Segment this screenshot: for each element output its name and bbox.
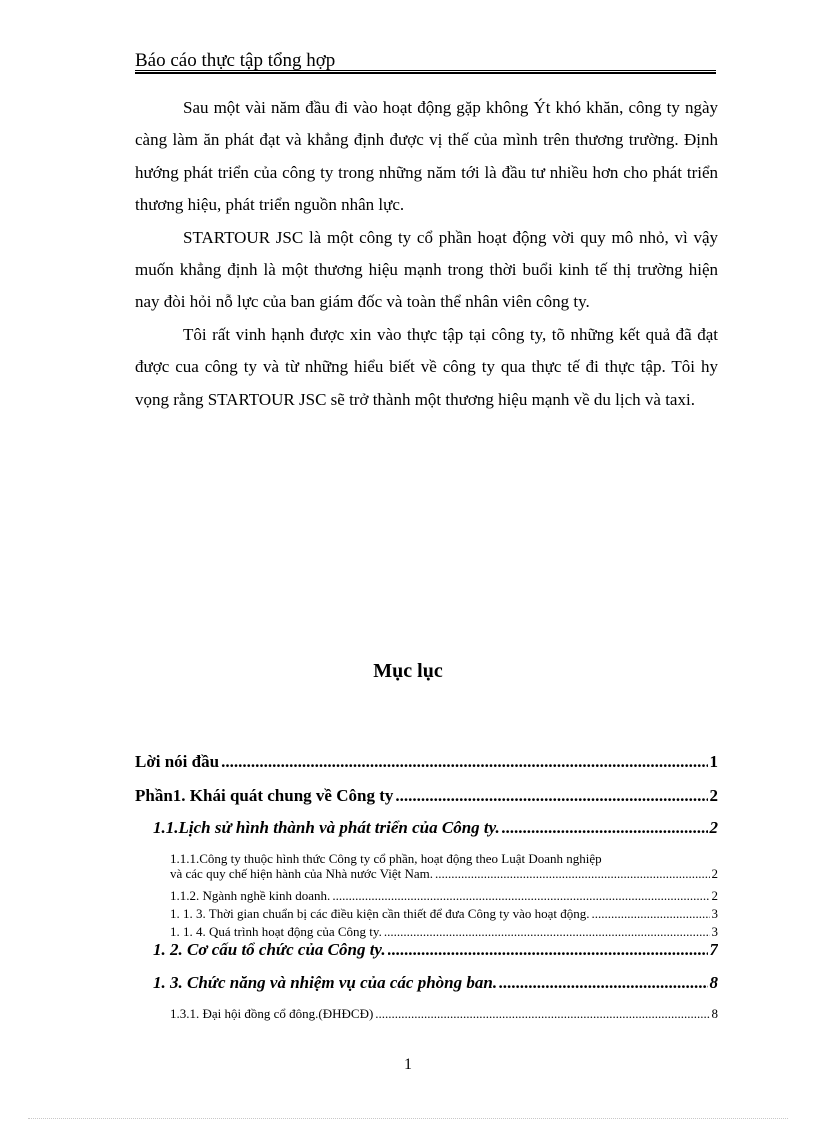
toc-entry-text: 1. 1. 3. Thời gian chuẩn bị các điều kiện cần thiết để đưa Công ty vào hoạt động. bbox=[170, 906, 590, 921]
toc-entry[interactable] bbox=[153, 940, 718, 960]
paragraph: Tôi rất vinh hạnh được xin vào thực tập tại công ty, tõ những kết quả đã đạt được cua công ty và từ những hiểu biết về công ty qua thực tế đi thực tập. Tôi hy vọng rằng STARTOUR JSC sẽ trở thành một thương hiệu mạnh về du lịch và taxi. bbox=[135, 324, 718, 409]
toc-entry-text-line2: và các quy chế hiện hành của Nhà nước Việt Nam. bbox=[170, 866, 434, 881]
toc-entry-text: 1. 3. Chức năng và nhiệm vụ của các phòng ban. bbox=[153, 973, 498, 992]
toc-entry-page: 2 bbox=[709, 786, 718, 805]
header-title: Báo cáo thực tập tổng hợp bbox=[135, 50, 336, 71]
toc-entry-page: 7 bbox=[709, 940, 718, 959]
toc-entry[interactable] bbox=[170, 851, 718, 881]
toc-entry-text-line1: 1.1.1.Công ty thuộc hình thức Công ty cổ phần, hoạt động theo Luật Doanh nghiệp bbox=[170, 851, 602, 866]
toc-leader bbox=[384, 924, 710, 940]
toc-entry[interactable] bbox=[170, 924, 718, 940]
toc-entry-text: 1.1.2. Ngành nghề kinh doanh. bbox=[170, 888, 331, 903]
toc-leader bbox=[395, 786, 707, 806]
page-header bbox=[135, 50, 716, 74]
toc-entry[interactable] bbox=[170, 1006, 718, 1022]
toc-entry-text: 1.1.Lịch sử hình thành và phát triển của Công ty. bbox=[153, 818, 500, 837]
header-rule-thin bbox=[135, 73, 716, 74]
toc-entry-text: Lời nói đầu bbox=[135, 752, 220, 771]
toc-leader bbox=[388, 940, 708, 960]
paragraph: STARTOUR JSC là một công ty cổ phần hoạt động vời quy mô nhỏ, vì vậy muốn khẳng định là một thương hiệu mạnh trong thời buổi kinh tế thị trường hiện nay đòi hỏi nỗ lực của ban giám đốc và toàn thể nhân viên công ty. bbox=[135, 227, 718, 312]
footer-rule bbox=[28, 1118, 788, 1119]
toc-entry[interactable] bbox=[135, 752, 718, 772]
toc-entry-page: 3 bbox=[711, 924, 718, 939]
toc-entry-page: 8 bbox=[711, 1006, 718, 1021]
toc-entry-page: 8 bbox=[709, 973, 718, 992]
toc-entry[interactable] bbox=[153, 973, 718, 993]
toc-entry[interactable] bbox=[153, 818, 718, 838]
toc-entry-page: 2 bbox=[709, 818, 718, 837]
toc-title: Mục lục bbox=[373, 660, 443, 682]
toc-leader bbox=[221, 752, 707, 772]
toc-entry[interactable] bbox=[135, 786, 718, 806]
toc-leader bbox=[499, 973, 707, 993]
toc-leader bbox=[502, 818, 708, 838]
body-text bbox=[135, 92, 718, 416]
toc-entry-text: 1.3.1. Đại hội đồng cổ đông.(ĐHĐCĐ) bbox=[170, 1006, 374, 1021]
toc-entry-page: 1 bbox=[709, 752, 718, 771]
paragraph: Sau một vài năm đầu đi vào hoạt động gặp không Ýt khó khăn, công ty ngày càng làm ăn phát đạt và khẳng định được vị thế của mình trên thương trường. Định hướng phát triển của công ty trong những năm tới là đầu tư nhiều hơn cho phát triển thương hiệu, phát triển nguồn nhân lực. bbox=[135, 98, 718, 215]
toc-entry[interactable] bbox=[170, 888, 718, 904]
toc-leader bbox=[375, 1006, 709, 1022]
toc-entry[interactable] bbox=[170, 906, 718, 922]
toc-leader bbox=[435, 866, 709, 881]
toc-leader bbox=[332, 888, 709, 904]
toc-entry-text: 1. 2. Cơ cấu tổ chức của Công ty. bbox=[153, 940, 386, 959]
page-number: 1 bbox=[404, 1056, 412, 1073]
toc-entry-text: 1. 1. 4. Quá trình hoạt động của Công ty. bbox=[170, 924, 382, 939]
toc-entry-page: 2 bbox=[711, 866, 718, 881]
toc-entry-page: 2 bbox=[711, 888, 718, 903]
toc-leader bbox=[591, 906, 709, 922]
toc-entry-text: Phần1. Khái quát chung về Công ty bbox=[135, 786, 394, 805]
toc-entry-page: 3 bbox=[711, 906, 718, 921]
